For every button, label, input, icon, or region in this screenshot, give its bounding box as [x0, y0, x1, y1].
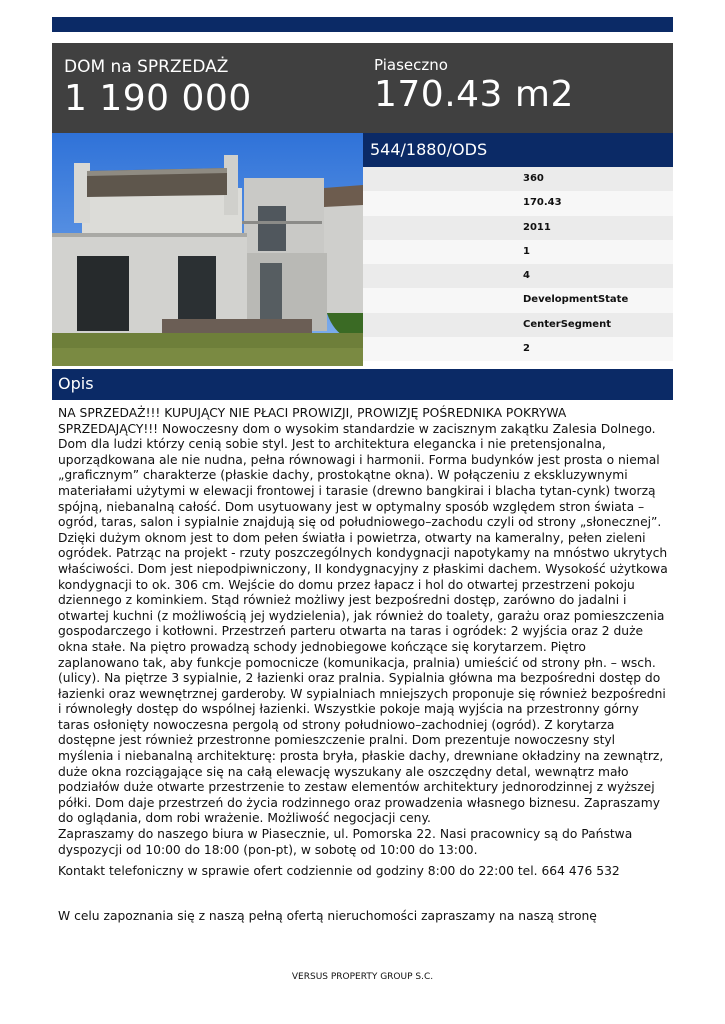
detail-value: 1 [523, 245, 530, 257]
detail-row [363, 264, 673, 288]
detail-row [363, 167, 673, 191]
detail-value: DevelopmentState [523, 294, 629, 306]
property-type: DOM na SPRZEDAŻ [64, 57, 229, 77]
city: Piaseczno [374, 56, 448, 74]
listing-header [52, 43, 673, 133]
description [58, 406, 670, 858]
detail-row [363, 288, 673, 312]
description-text: NA SPRZEDAŻ!!! KUPUJĄCY NIE PŁACI PROWIZJI, PROWIZJĘ POŚREDNIKA POKRYWA SPRZEDAJĄCY!!! Nowoczesny dom o wysokim standardzie w zacisznym zakątku Zalesia Dolnego. Dom dla ludzi którzy cenią sobie styl. Jest to architektura elegancka i nie pretensjonalna, uporządkowana ale nie nudna, pełna równowagi i harmonii. Forma budynków jest prosta o niemal „graficznym” charakterze (płaskie dachy, prostokątne okna). W połączeniu z ekskluzywnymi materiałami użytymi w elewacji frontowej i tarasie (drewno bangkirai i blacha tytan-cynk) tworzą spójną, niebanalną całość. Dom usytuowany jest w optymalny sposób względem stron świata – ogród, taras, salon i sypialnie znajdują się od południowego–zachodu czyli od strony „słonecznej”. Dzięki dużym oknom jest to dom pełen światła i powietrza, otwarty na kameralny, pełen zieleni ogródek. Patrząc na projekt - rzuty poszczególnych kondygnacji napotykamy na mnóstwo ukrytych właściwości. Dom jest niepodpiwniczony, II kondygnacyjny z płaskimi dachem. Wysokość użytkowa kondygnacji to ok. 306 cm. Wejście do domu przez łapacz i hol do otwartej przestrzeni pokoju dziennego z kominkiem. Stąd również możliwy jest bezpośredni dostęp, zarówno do jadalni i otwartej kuchni (z możliwością jej wydzielenia), jak również do toalety, garażu oraz pomieszczenia gospodarczego i kotłowni. Przestrzeń parteru otwarta na taras i ogródek: 2 wyjścia oraz 2 duże okna stałe. Na piętro prowadzą schody jednobiegowe kończące się korytarzem. Piętro zaplanowano tak, aby funkcje pomocnicze (komunikacja, pralnia) umieścić od strony płn. – wsch. (ulicy). Na piętrze 3 sypialnie, 2 łazienki oraz pralnia. Sypialnia główna ma bezpośredni dostęp do łazienki oraz wewnętrznej garderoby. W sypialniach mniejszych proponuje się również bezpośredni i równoległy dostęp do wspólnej łazienki. Wszystkie pokoje mają wyjścia na przestronny górny taras osłonięty nowoczesna pergolą od strony południowo–zachodniej (ogród). Z korytarza dostępne jest również przestronne pomieszczenie pralni. Dom prezentuje nowoczesny styl myślenia i niebanalną architekturę: prosta bryła, płaskie dachy, drewniane okładziny na zewnątrz, duże okna rozciągające się na całą elewację wyszukany ale oszczędny detal, wewnątrz mało podziałów duże otwarte przestrzenie to zestaw elementów architektury jednorodzinnej z wyższej półki. Dom daje przestrzeń do życia rodzinnego oraz prowadzenia własnego biznesu. Zapraszamy do oglądania, dom robi wrażenie. Możliwość negocjacji ceny. [58, 406, 668, 826]
details-table [363, 167, 673, 361]
footer-company: VERSUS PROPERTY GROUP S.C. [291, 972, 434, 982]
detail-row [363, 313, 673, 337]
office-info: Zapraszamy do naszego biura w Piasecznie, ul. Pomorska 22. Nasi pracownicy są do Państwa dyspozycji od 10:00 do 18:00 (pon-pt), w sobotę od 10:00 do 13:00. [58, 827, 633, 857]
detail-value: 2011 [523, 221, 551, 233]
detail-row [363, 216, 673, 240]
detail-value: 360 [523, 173, 544, 184]
detail-value: 2 [523, 343, 530, 355]
website-note: W celu zapoznania się z naszą pełną ofertą nieruchomości zapraszamy na naszą stronę [58, 909, 597, 923]
detail-value: CenterSegment [523, 318, 611, 330]
area: 170.43 m2 [374, 74, 574, 115]
section-title: Opis [58, 374, 94, 393]
detail-row [363, 240, 673, 264]
top-accent-bar [52, 17, 673, 32]
detail-value: 4 [523, 270, 530, 282]
reference-bar [363, 133, 673, 167]
detail-row [363, 337, 673, 361]
reference-number: 544/1880/ODS [370, 140, 488, 159]
property-photo [52, 133, 363, 366]
contact-info: Kontakt telefoniczny w sprawie ofert codziennie od godziny 8:00 do 22:00 tel. 664 476 532 [58, 864, 620, 878]
detail-value: 170.43 [523, 197, 562, 209]
detail-row [363, 191, 673, 215]
price: 1 190 000 [64, 78, 252, 119]
description-section-bar [52, 369, 673, 400]
